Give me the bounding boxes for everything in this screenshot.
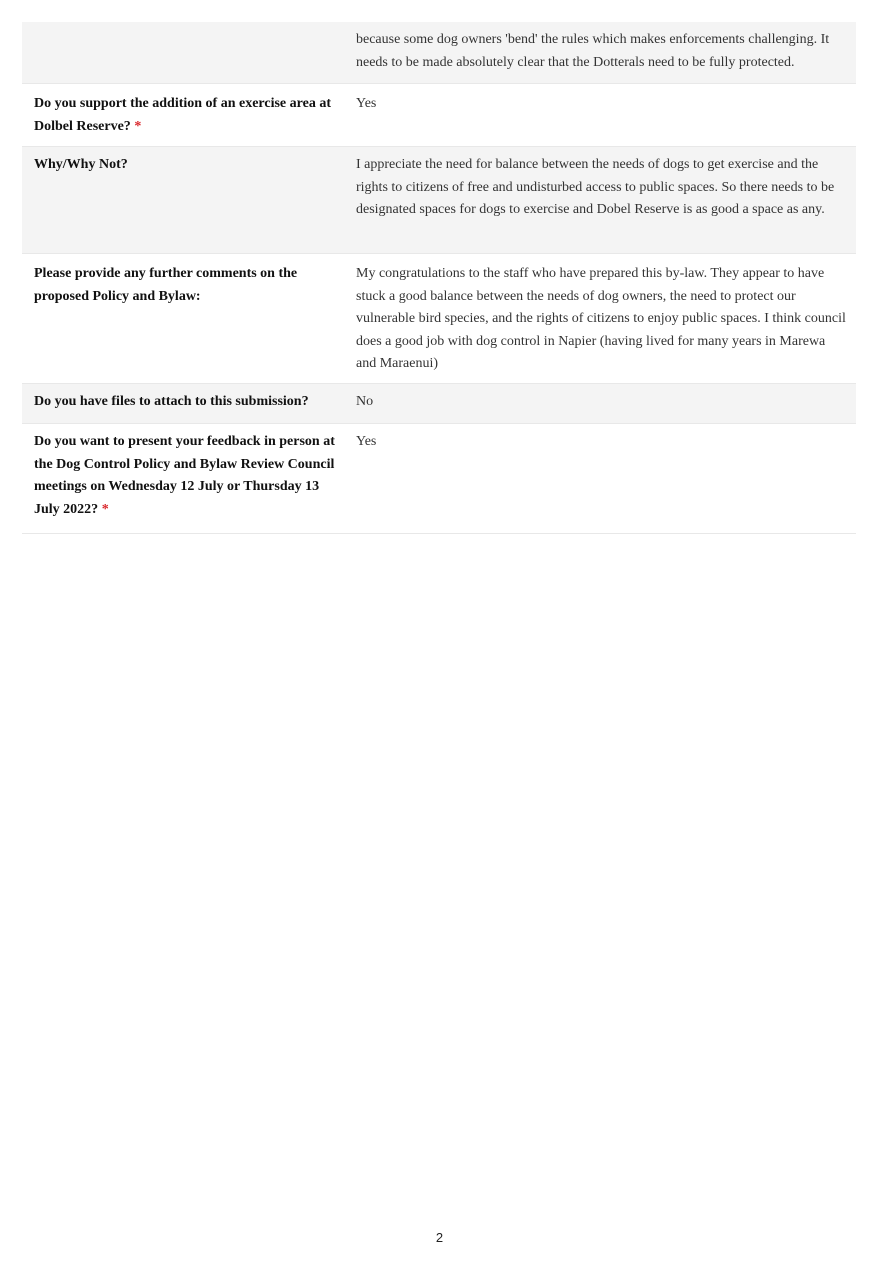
table-row <box>22 254 856 384</box>
table-row <box>22 22 856 84</box>
table-row <box>22 147 856 254</box>
question-cell <box>22 431 344 533</box>
question-cell: Do you have files to attach to this submission? <box>34 394 309 409</box>
answer-cell: Yes <box>356 434 377 449</box>
answer-cell: because some dog owners 'bend' the rules which makes enforcements challenging. It needs to be made absolutely clear that the Dotterals need to be fully protected. <box>356 32 830 70</box>
question-cell: Why/Why Not? <box>34 157 128 172</box>
question-cell: Please provide any further comments on the proposed Policy and Bylaw: <box>34 266 298 304</box>
required-marker: * <box>134 118 142 134</box>
answer-cell: No <box>356 394 374 409</box>
answer-cell: I appreciate the need for balance between the needs of dogs to get exercise and the rights to citizens of free and undisturbed access to public spaces. So there needs to be designated spaces for dogs to exercise and Dobel Reserve is as good a space as any. <box>356 157 835 217</box>
page-number: 2 <box>435 1230 444 1245</box>
question-text: Do you support the addition of an exercise area at Dolbel Reserve? <box>34 96 331 134</box>
question-cell <box>22 29 344 83</box>
table-row <box>22 384 856 424</box>
required-marker: * <box>101 501 109 517</box>
question-text: Do you want to present your feedback in person at the Dog Control Policy and Bylaw Review Council meetings on Wednesday 12 July or Thursday 13 July 2022? <box>34 434 335 517</box>
answer-cell: My congratulations to the staff who have prepared this by-law. They appear to have stuck a good balance between the needs of dog owners, the need to protect our vulnerable bird species, and the rights of citizens to enjoy public spaces. I think council does a good job with dog control in Napier (having lived for many years in Marewa and Maraenui) <box>356 266 846 371</box>
submission-table <box>22 22 856 534</box>
answer-cell: Yes <box>356 96 377 111</box>
table-row <box>22 84 856 147</box>
table-row <box>22 424 856 534</box>
question-cell <box>22 93 344 146</box>
